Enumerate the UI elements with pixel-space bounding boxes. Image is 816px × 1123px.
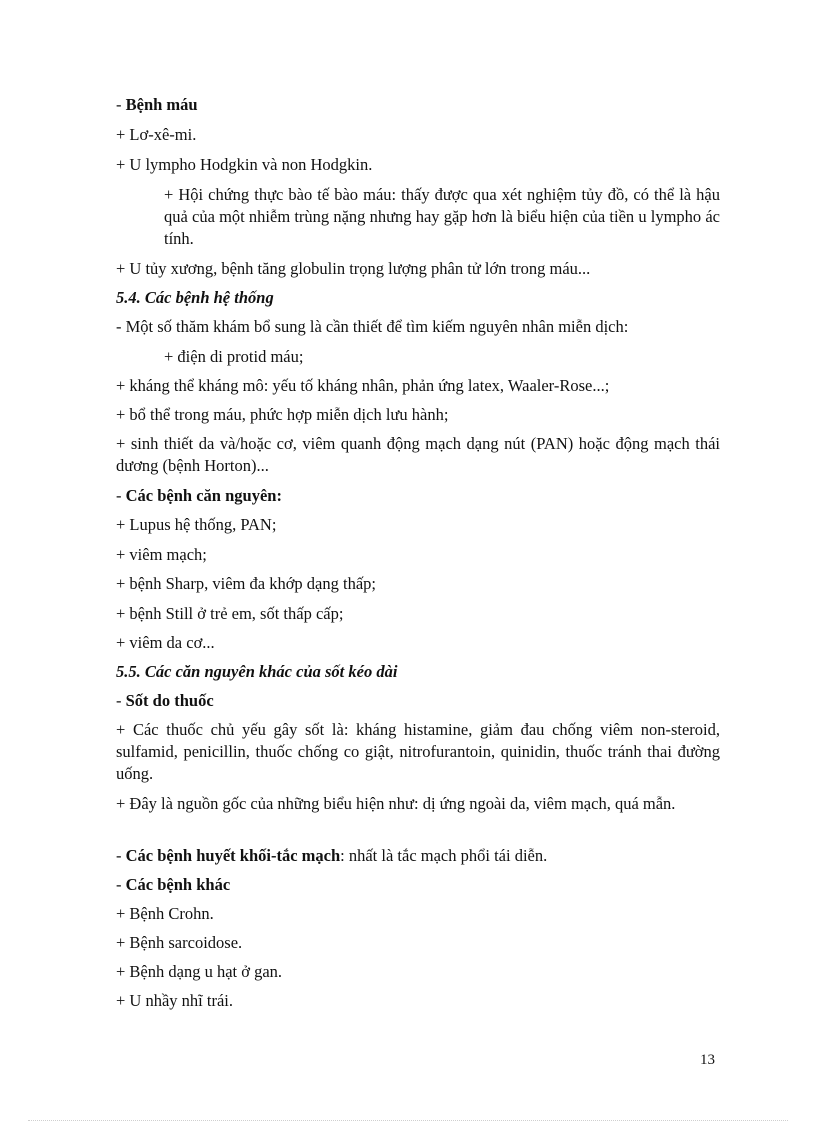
- list-item: + U nhầy nhĩ trái.: [116, 991, 233, 1010]
- section-heading-5-5: 5.5. Các căn nguyên khác của sốt kéo dài: [116, 662, 398, 681]
- list-item: + viêm mạch;: [116, 545, 207, 564]
- paragraph: - Một số thăm khám bổ sung là cần thiết để tìm kiếm nguyên nhân miễn dịch:: [116, 317, 629, 336]
- list-item: + kháng thể kháng mô: yếu tố kháng nhân, phản ứng latex, Waaler-Rose...;: [116, 376, 610, 395]
- list-item: + U lympho Hodgkin và non Hodgkin.: [116, 155, 373, 174]
- list-item: + viêm da cơ...: [116, 633, 215, 652]
- page-bottom-divider: [28, 1120, 788, 1121]
- section-heading-5-4: 5.4. Các bệnh hệ thống: [116, 288, 274, 307]
- subheading-huyet-khoi: - Các bệnh huyết khối-tắc mạch: nhất là tắc mạch phổi tái diễn.: [116, 846, 548, 865]
- subheading-benh-mau: - Bệnh máu: [116, 95, 198, 114]
- subheading-benh-khac: - Các bệnh khác: [116, 875, 231, 894]
- list-item: + Đây là nguồn gốc của những biểu hiện như: dị ứng ngoài da, viêm mạch, quá mẫn.: [116, 794, 676, 813]
- list-item: + Lupus hệ thống, PAN;: [116, 515, 277, 534]
- list-item: + Bệnh Crohn.: [116, 904, 214, 923]
- list-item: + bệnh Still ở trẻ em, sốt thấp cấp;: [116, 604, 344, 623]
- list-item: + U tủy xương, bệnh tăng globulin trọng lượng phân tử lớn trong máu...: [116, 259, 591, 278]
- list-item: + bổ thể trong máu, phức hợp miễn dịch lưu hành;: [116, 405, 449, 424]
- list-item: + Lơ-xê-mi.: [116, 125, 197, 144]
- list-item: + Bệnh sarcoidose.: [116, 933, 243, 952]
- list-item-indented: + Hội chứng thực bào tế bào máu: thấy được qua xét nghiệm tủy đồ, có thể là hậu quả của một nhiễm trùng nặng nhưng hay gặp hơn là biểu hiện của tiền u lympho ác tính.: [164, 185, 720, 248]
- list-item: + bệnh Sharp, viêm đa khớp dạng thấp;: [116, 574, 376, 593]
- list-item: + sinh thiết da và/hoặc cơ, viêm quanh động mạch dạng nút (PAN) hoặc động mạch thái dương (bệnh Horton)...: [116, 434, 720, 475]
- page-number: 13: [700, 1052, 715, 1068]
- subheading-sot-thuoc: - Sốt do thuốc: [116, 691, 214, 710]
- list-item: + Các thuốc chủ yếu gây sốt là: kháng histamine, giảm đau chống viêm non-steroid, sulfamid, penicillin, thuốc chống co giật, nitrofurantoin, quinidin, thuốc tránh thai đường uống.: [116, 720, 720, 783]
- list-item: + Bệnh dạng u hạt ở gan.: [116, 962, 283, 981]
- list-item-indented: + điện di protid máu;: [164, 347, 304, 366]
- subheading-can-nguyen: - Các bệnh căn nguyên:: [116, 486, 282, 505]
